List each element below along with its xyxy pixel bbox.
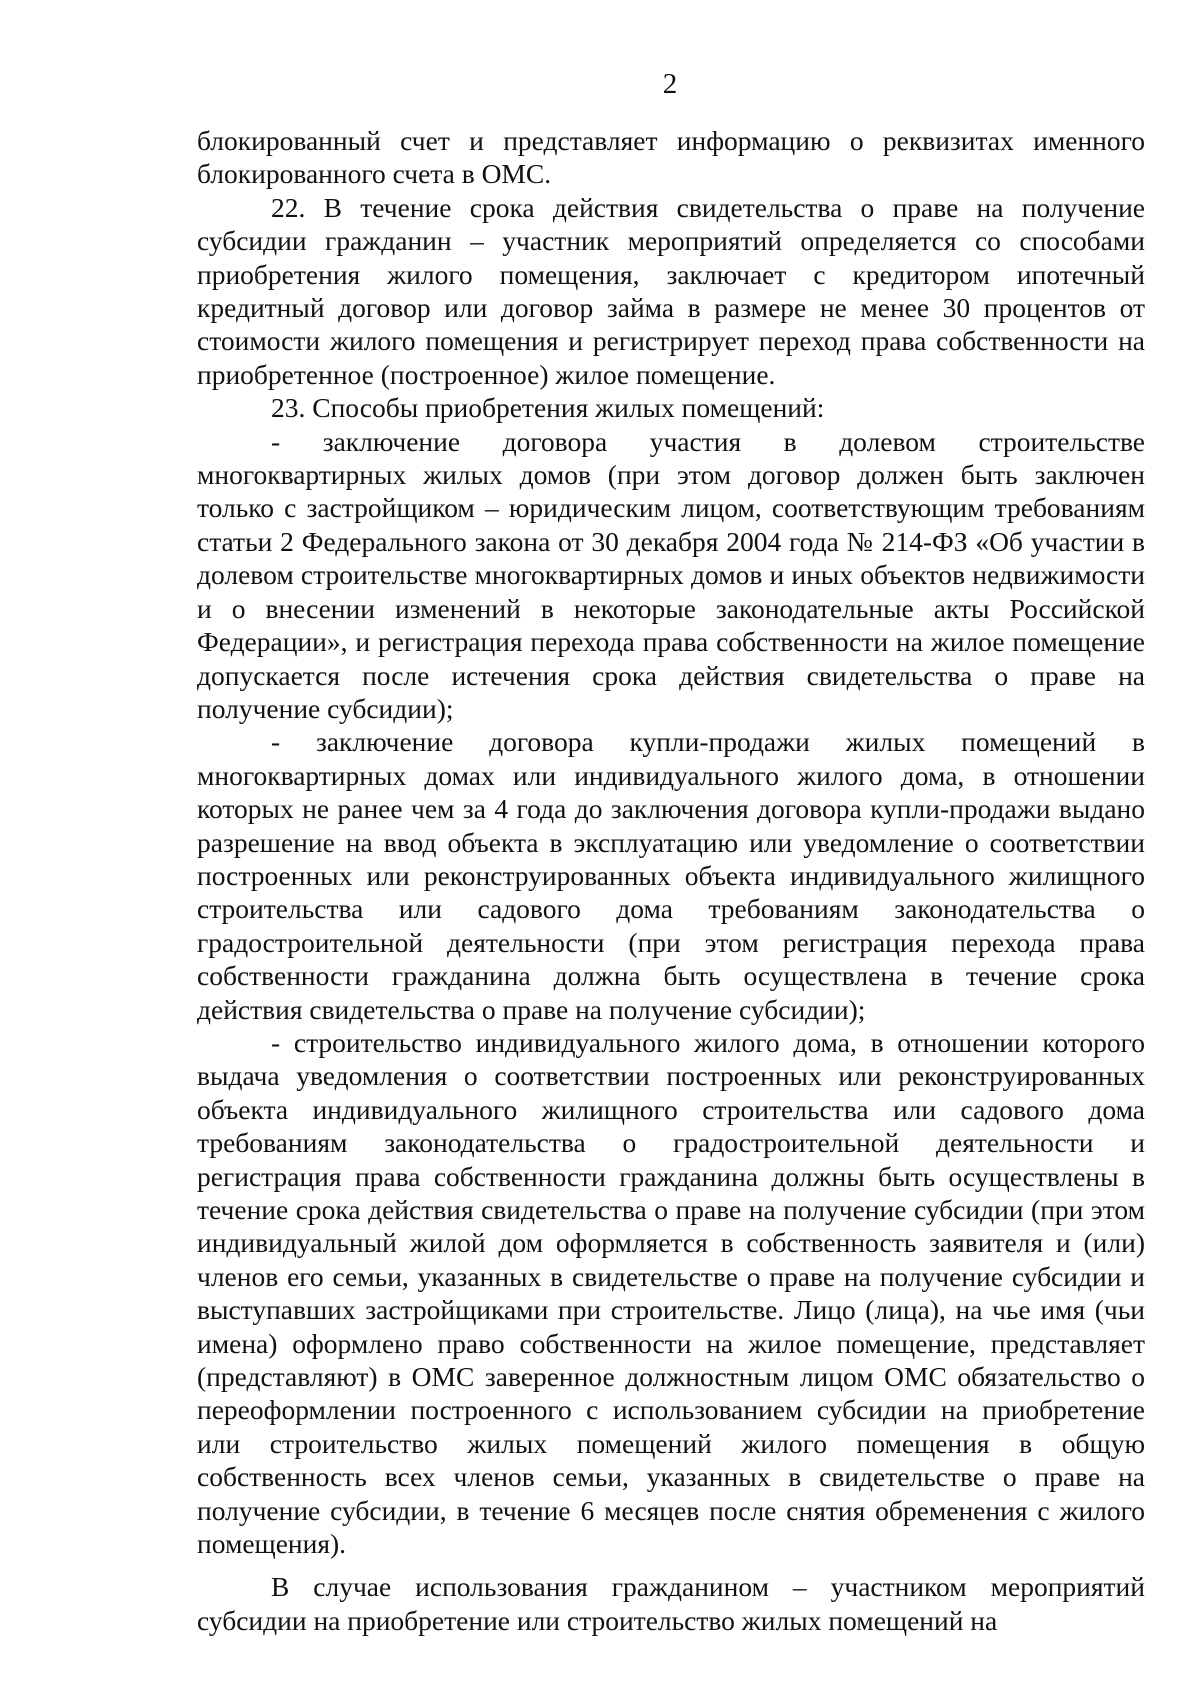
paragraph-subsidy-usage: В случае использования гражданином – участником мероприятий субсидии на приобретение или строительство жилых помещений на bbox=[197, 1571, 1145, 1636]
document-body bbox=[197, 124, 1145, 1637]
list-item-shared-construction: - заключение договора участия в долевом строительстве многоквартирных жилых домов (при этом договор должен быть заключен только с застройщиком – юридическим лицом, соответствующим требованиям статьи 2 Федерального закона от 30 декабря 2004 года № 214-ФЗ «Об участии в долевом строительстве многоквартирных домов и иных объектов недвижимости и о внесении изменений в некоторые законодательные акты Российской Федерации», и регистрация перехода права собственности на жилое помещение допускается после истечения срока действия свидетельства о праве на получение субсидии); bbox=[197, 425, 1145, 724]
list-item-purchase-contract: - заключение договора купли-продажи жилых помещений в многоквартирных домах или индивидуального жилого дома, в отношении которых не ранее чем за 4 года до заключения договора купли-продажи выдано разрешение на ввод объекта в эксплуатацию или уведомление о соответствии построенных или реконструированных объекта индивидуального жилищного строительства или садового дома требованиям законодательства о градостроительной деятельности (при этом регистрация перехода права собственности гражданина должна быть осуществлена в течение срока действия свидетельства о праве на получение субсидии); bbox=[197, 726, 1145, 1025]
paragraph-item-22: 22. В течение срока действия свидетельства о праве на получение субсидии гражданин – участник мероприятий определяется со способами приобретения жилого помещения, заключает с кредитором ипотечный кредитный договор или договор займа в размере не менее 30 процентов от стоимости жилого помещения и регистрирует переход права собственности на приобретенное (построенное) жилое помещение. bbox=[197, 191, 1145, 390]
paragraph-item-23: 23. Способы приобретения жилых помещений: bbox=[271, 392, 825, 424]
page-number: 2 bbox=[662, 68, 678, 100]
paragraph-continuation: блокированный счет и представляет информацию о реквизитах именного блокированного счета в ОМС. bbox=[197, 125, 1145, 190]
list-item-house-construction: - строительство индивидуального жилого дома, в отношении которого выдача уведомления о соответствии построенных или реконструированных объекта индивидуального жилищного строительства или садового дома требованиям законодательства о градостроительной деятельности и регистрация права собственности гражданина должны быть осуществлены в течение срока действия свидетельства о праве на получение субсидии (при этом индивидуальный жилой дом оформляется в собственность заявителя и (или) членов его семьи, указанных в свидетельстве о праве на получение субсидии и выступавших застройщиками при строительстве. Лицо (лица), на чье имя (чьи имена) оформлено право собственности на жилое помещение, представляет (представляют) в ОМС заверенное должностным лицом ОМС обязательство о переоформлении построенного с использованием субсидии на приобретение или строительство жилых помещений жилого помещения в общую собственность всех членов семьи, указанных в свидетельстве о праве на получение субсидии, в течение 6 месяцев после снятия обременения с жилого помещения). bbox=[197, 1026, 1145, 1560]
